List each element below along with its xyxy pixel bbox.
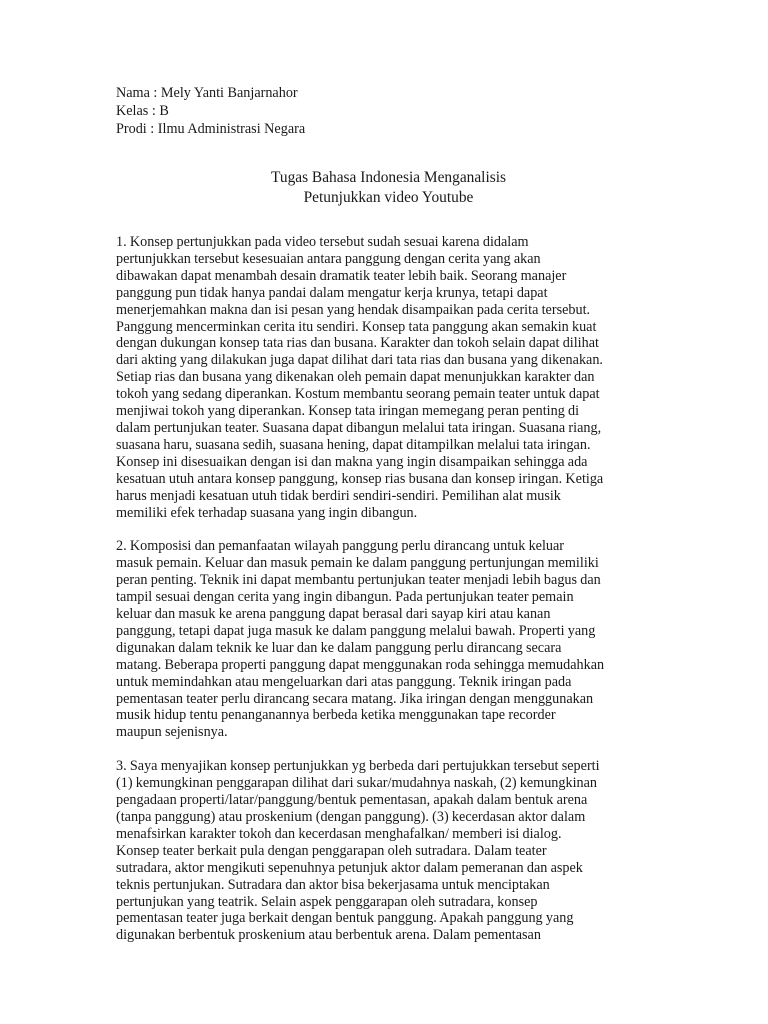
text-line: 1. Konsep pertunjukkan pada video tersebut sudah sesuai karena didalam <box>116 234 529 250</box>
text-line: memiliki efek terhadap suasana yang ingin dibangun. <box>116 504 418 521</box>
text-line: (tanpa panggung) atau proskenium (dengan panggung). (3) kecerdasan aktor dalam <box>116 809 586 825</box>
text-line: Panggung mencerminkan cerita itu sendiri. Konsep tata panggung akan semakin kuat <box>116 318 597 335</box>
text-line: panggung pun tidak hanya pandai dalam mengatur kerja krunya, tetapi dapat <box>116 284 548 301</box>
paragraph-2 <box>116 538 661 741</box>
text-line: menjiwai tokoh yang diperankan. Konsep tata iringan memegang peran penting di <box>116 403 580 420</box>
document-title <box>116 168 661 208</box>
text-line: tampil sesuai dengan cerita yang ingin dibangun. Pada pertunjukan teater pemain <box>116 589 574 606</box>
document-body <box>116 84 661 961</box>
text-line: pementasan teater juga berkait dengan bentuk panggung. Apakah panggung yang <box>116 910 574 927</box>
text-line: harus menjadi kesatuan utuh tidak berdiri sendiri-sendiri. Pemilihan alat musik <box>116 487 561 504</box>
student-class: Kelas : B <box>116 103 169 119</box>
title-line-1: Tugas Bahasa Indonesia Menganalisis <box>271 169 506 186</box>
text-line: kesatuan utuh antara konsep panggung, konsep rias busana dan konsep iringan. Ketiga <box>116 470 604 487</box>
student-name: Nama : Mely Yanti Banjarnahor <box>116 85 298 101</box>
paragraph-3 <box>116 758 661 944</box>
text-line: (1) kemungkinan penggarapan dilihat dari sukar/mudahnya naskah, (2) kemungkinan <box>116 775 598 792</box>
text-line: teknis pertunjukan. Sutradara dan aktor bisa bekerjasama untuk menciptakan <box>116 876 550 893</box>
text-line: dengan dukungan konsep tata rias dan busana. Karakter dan tokoh selain dapat dilihat <box>116 335 599 352</box>
text-line: sutradara, aktor mengikuti sepenuhnya petunjuk aktor dalam pemeranan dan aspek <box>116 859 583 876</box>
text-line: menerjemahkan makna dan isi pesan yang hendak disampaikan pada cerita tersebut. <box>116 301 591 318</box>
text-line: pengadaan properti/latar/panggung/bentuk pementasan, apakah dalam bentuk arena <box>116 792 588 809</box>
text-line: menafsirkan karakter tokoh dan kecerdasan menghafalkan/ memberi isi dialog. <box>116 825 562 842</box>
text-line: pertunjukkan tersebut kesesuaian antara panggung dengan cerita yang akan <box>116 250 541 267</box>
text-line: peran penting. Teknik ini dapat membantu pertunjukan teater menjadi lebih bagus dan <box>116 572 601 589</box>
text-line: maupun sejenisnya. <box>116 724 228 741</box>
text-line: pertunjukan yang teatrik. Selain aspek penggarapan oleh sutradara, konsep <box>116 893 538 910</box>
text-line: 2. Komposisi dan pemanfaatan wilayah panggung perlu dirancang untuk keluar <box>116 538 565 555</box>
text-line: musik hidup tentu penanganannya berbeda ketika menggunakan tape recorder <box>116 707 556 724</box>
paragraphs <box>116 234 661 944</box>
text-line: digunakan dalam teknik ke luar dan ke dalam panggung perlu dirancang secara <box>116 639 562 656</box>
text-line: Konsep teater berkait pula dengan penggarapan oleh sutradara. Dalam teater <box>116 842 547 859</box>
text-line: pementasan teater perlu dirancang secara matang. Jika iringan dengan menggunakan <box>116 690 594 707</box>
text-line: untuk memindahkan atau mengeluarkan dari atas panggung. Teknik iringan pada <box>116 673 572 690</box>
text-line: dalam pertunjukan teater. Suasana dapat dibangun melalui tata iringan. Suasana riang, <box>116 419 602 436</box>
text-line: digunakan berbentuk proskenium atau berbentuk arena. Dalam pementasan <box>116 927 541 944</box>
text-line: keluar dan masuk ke arena panggung dapat berasal dari sayap kiri atau kanan <box>116 606 551 623</box>
text-line: dari akting yang dilakukan juga dapat dilihat dari tata rias dan busana yang dikenakan. <box>116 352 603 369</box>
text-line: dibawakan dapat menambah desain dramatik teater lebih baik. Seorang manajer <box>116 267 567 284</box>
text-line: Setiap rias dan busana yang dikenakan oleh pemain dapat menunjukkan karakter dan <box>116 369 595 386</box>
text-line: tokoh yang sedang diperankan. Kostum membantu seorang pemain teater untuk dapat <box>116 386 600 403</box>
text-line: Konsep ini disesuaikan dengan isi dan makna yang ingin disampaikan sehingga ada <box>116 453 588 470</box>
text-line: panggung, tetapi dapat juga masuk ke dalam panggung melalui bawah. Properti yang <box>116 622 596 639</box>
text-line: masuk pemain. Keluar dan masuk pemain ke dalam panggung pertunjungan memiliki <box>116 555 599 572</box>
text-line: 3. Saya menyajikan konsep pertunjukkan yg berbeda dari pertujukkan tersebut seperti <box>116 758 600 775</box>
paragraph-1 <box>116 234 661 521</box>
text-line: matang. Beberapa properti panggung dapat menggunakan roda sehingga memudahkan <box>116 656 605 673</box>
text-line: suasana haru, suasana sedih, suasana hening, dapat ditampilkan melalui tata iringan. <box>116 436 591 453</box>
student-info <box>116 84 661 138</box>
title-line-2: Petunjukkan video Youtube <box>303 189 474 206</box>
student-program: Prodi : Ilmu Administrasi Negara <box>116 121 306 137</box>
